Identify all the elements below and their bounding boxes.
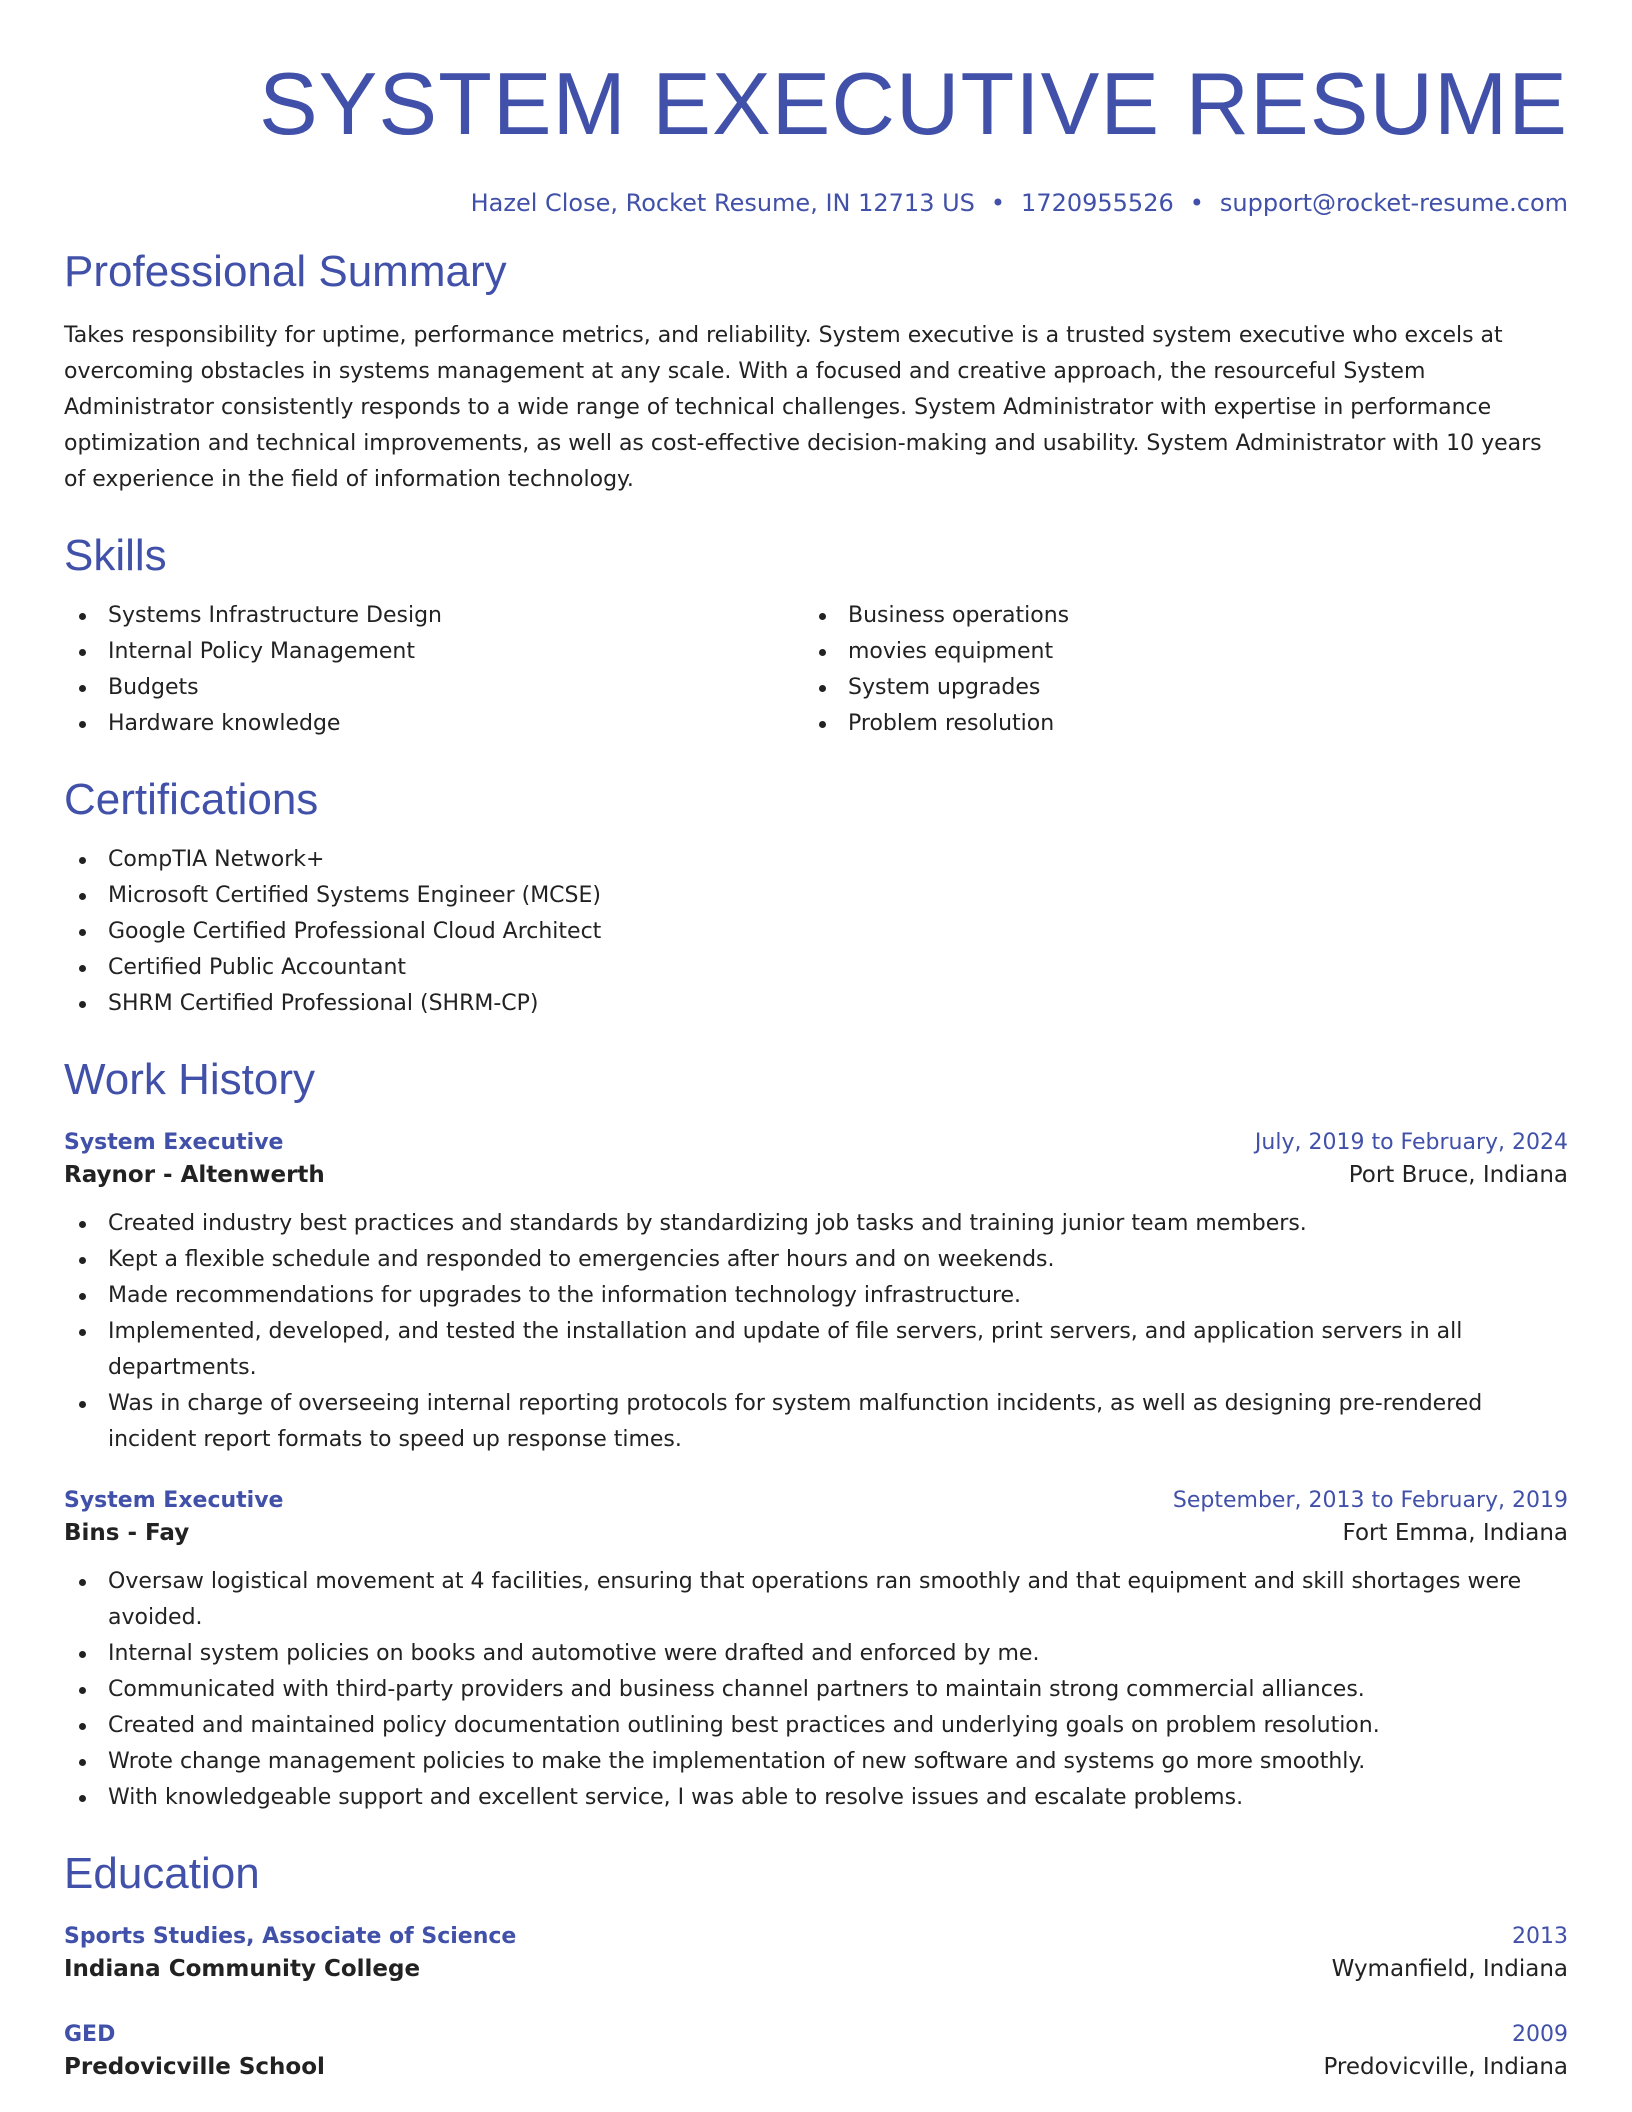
- job-duty: Was in charge of overseeing internal reporting protocols for system malfunction incidents, as well as designing pre-rendered incident report formats to speed up response times.: [64, 1386, 1568, 1458]
- job-header-row: [64, 1128, 1568, 1158]
- job-position: System Executive: [64, 1488, 284, 1513]
- contact-line: [64, 188, 1568, 218]
- contact-separator: •: [990, 189, 1006, 217]
- job-company: Raynor - Altenwerth: [64, 1162, 325, 1188]
- skills-section: [64, 530, 1568, 742]
- job-position: System Executive: [64, 1130, 284, 1155]
- education-degree: GED: [64, 2022, 116, 2047]
- job-company: Bins - Fay: [64, 1520, 190, 1546]
- certification-item: CompTIA Network+: [64, 842, 1568, 878]
- contact-separator: •: [1189, 189, 1204, 217]
- work-history-section: [64, 1054, 1568, 1816]
- skills-list-left: [64, 598, 804, 742]
- education-location: Predovicville, Indiana: [1323, 2054, 1568, 2080]
- job-duty: With knowledgeable support and excellent service, I was able to resolve issues and escalate problems.: [64, 1780, 1568, 1816]
- education-year: 2013: [1512, 1924, 1568, 1949]
- contact-address: Hazel Close, Rocket Resume, IN 12713 US: [470, 189, 975, 217]
- job-duty: Created and maintained policy documentation outlining best practices and underlying goals on problem resolution.: [64, 1708, 1568, 1744]
- job-duty: Made recommendations for upgrades to the information technology infrastructure.: [64, 1278, 1568, 1314]
- skill-item: Internal Policy Management: [64, 634, 804, 670]
- certifications-section: [64, 774, 1568, 1022]
- skill-item: movies equipment: [804, 634, 1544, 670]
- education-year: 2009: [1512, 2022, 1568, 2047]
- education-degree: Sports Studies, Associate of Science: [64, 1924, 517, 1949]
- job-duty: Communicated with third-party providers and business channel partners to maintain strong commercial alliances.: [64, 1672, 1568, 1708]
- job-company-row: [64, 1158, 1568, 1192]
- contact-phone: 1720955526: [1021, 189, 1174, 217]
- education-school-row: [64, 2050, 1568, 2084]
- resume-title: SYSTEM EXECUTIVE RESUME: [258, 54, 1568, 153]
- skill-item: Hardware knowledge: [64, 706, 804, 742]
- job-duty: Kept a flexible schedule and responded to emergencies after hours and on weekends.: [64, 1242, 1568, 1278]
- skill-item: Problem resolution: [804, 706, 1544, 742]
- summary-heading: Professional Summary: [64, 247, 507, 296]
- job-dates: September, 2013 to February, 2019: [1172, 1488, 1568, 1513]
- job-entry: [64, 1128, 1568, 1458]
- certification-item: Microsoft Certified Systems Engineer (MCSE): [64, 878, 1568, 914]
- job-duty: Implemented, developed, and tested the installation and update of file servers, print servers, and application servers in all departments.: [64, 1314, 1568, 1386]
- skills-list-right: [804, 598, 1544, 742]
- certification-item: SHRM Certified Professional (SHRM-CP): [64, 986, 1568, 1022]
- job-duties-list: [64, 1206, 1568, 1458]
- education-section: [64, 1848, 1568, 2084]
- job-entry: [64, 1486, 1568, 1816]
- job-company-row: [64, 1516, 1568, 1550]
- job-duty: Oversaw logistical movement at 4 facilities, ensuring that operations ran smoothly and that equipment and skill shortages were avoided.: [64, 1564, 1568, 1636]
- skills-column-left: [64, 598, 804, 742]
- education-school-row: [64, 1952, 1568, 1986]
- education-heading: Education: [64, 1849, 260, 1898]
- education-school: Predovicville School: [64, 2054, 325, 2080]
- work-history-heading: Work History: [64, 1055, 315, 1104]
- contact-email[interactable]: support@rocket-resume.com: [1219, 189, 1568, 217]
- skill-item: System upgrades: [804, 670, 1544, 706]
- skill-item: Budgets: [64, 670, 804, 706]
- resume-header: [64, 56, 1568, 218]
- skills-grid: [64, 598, 1568, 742]
- job-duties-list: [64, 1564, 1568, 1816]
- job-duty: Internal system policies on books and automotive were drafted and enforced by me.: [64, 1636, 1568, 1672]
- skills-heading: Skills: [64, 531, 167, 580]
- certification-item: Google Certified Professional Cloud Architect: [64, 914, 1568, 950]
- certification-item: Certified Public Accountant: [64, 950, 1568, 986]
- education-entry: [64, 2020, 1568, 2084]
- certifications-heading: Certifications: [64, 775, 319, 824]
- summary-section: [64, 246, 1568, 498]
- job-duty: Created industry best practices and standards by standardizing job tasks and training junior team members.: [64, 1206, 1568, 1242]
- job-header-row: [64, 1486, 1568, 1516]
- education-location: Wymanfield, Indiana: [1331, 1956, 1568, 1982]
- job-dates: July, 2019 to February, 2024: [1254, 1130, 1568, 1155]
- skill-item: Business operations: [804, 598, 1544, 634]
- education-header-row: [64, 2020, 1568, 2050]
- job-duty: Wrote change management policies to make the implementation of new software and systems go more smoothly.: [64, 1744, 1568, 1780]
- certifications-list: [64, 842, 1568, 1022]
- job-location: Port Bruce, Indiana: [1348, 1162, 1568, 1188]
- job-location: Fort Emma, Indiana: [1342, 1520, 1568, 1546]
- education-school: Indiana Community College: [64, 1956, 421, 1982]
- skills-column-right: [804, 598, 1544, 742]
- skill-item: Systems Infrastructure Design: [64, 598, 804, 634]
- education-header-row: [64, 1922, 1568, 1952]
- summary-text: Takes responsibility for uptime, performance metrics, and reliability. System executive is a trusted system executive who excels at overcoming obstacles in systems management at any scale. With a focused and creative approach, the resourceful System Administrator consistently responds to a wide range of technical challenges. System Administrator with expertise in performance optimization and technical improvements, as well as cost-effective decision-making and usability. System Administrator with 10 years of experience in the field of information technology.: [64, 323, 1542, 492]
- education-entry: [64, 1922, 1568, 1986]
